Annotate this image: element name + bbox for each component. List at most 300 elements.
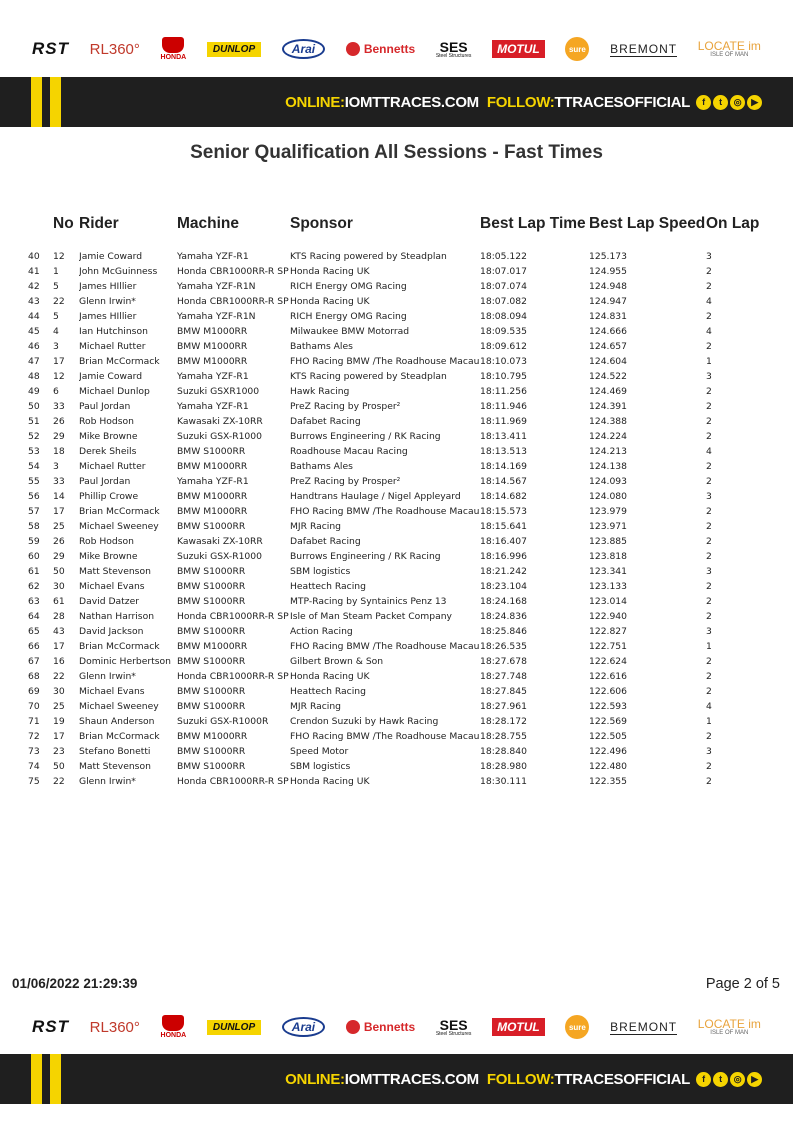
cell-no: 19 [53, 716, 65, 727]
results-body [26, 249, 766, 789]
cell-time: 18:08.094 [480, 311, 527, 322]
cell-sponsor: Honda Racing UK [290, 776, 370, 787]
cell-speed: 124.213 [589, 446, 627, 457]
sponsor-logo-label: BREMONT [610, 41, 678, 56]
facebook-icon[interactable]: f [696, 95, 711, 110]
cell-sponsor: Burrows Engineering / RK Racing [290, 431, 441, 442]
cell-sponsor: Gilbert Brown & Son [290, 656, 384, 667]
cell-sponsor: Speed Motor [290, 746, 349, 757]
cell-lap: 2 [706, 656, 712, 667]
sponsor-logo-label: Arai [291, 1020, 316, 1034]
cell-time: 18:25.846 [480, 626, 527, 637]
cell-machine: Suzuki GSX-R1000 [177, 431, 262, 442]
cell-machine: BMW M1000RR [177, 341, 248, 352]
cell-machine: BMW S1000RR [177, 746, 246, 757]
instagram-icon[interactable]: ◎ [730, 95, 745, 110]
table-row [26, 699, 766, 714]
cell-sponsor: FHO Racing BMW /The Roadhouse Macau [290, 641, 480, 652]
cell-lap: 2 [706, 596, 712, 607]
cell-pos: 73 [28, 746, 40, 757]
cell-machine: BMW M1000RR [177, 506, 248, 517]
cell-pos: 43 [28, 296, 40, 307]
cell-pos: 62 [28, 581, 40, 592]
cell-machine: BMW S1000RR [177, 656, 246, 667]
cell-machine: Honda CBR1000RR-R SP [177, 266, 289, 277]
follow-label: FOLLOW: [486, 1070, 555, 1088]
sponsor-logo-arai [282, 39, 325, 59]
cell-pos: 71 [28, 716, 40, 727]
cell-sponsor: Hawk Racing [290, 386, 350, 397]
cell-lap: 2 [706, 686, 712, 697]
cell-machine: Suzuki GSX-R1000R [177, 716, 269, 727]
cell-sponsor: Dafabet Racing [290, 536, 361, 547]
banner-stripes [31, 1054, 61, 1104]
cell-machine: BMW M1000RR [177, 731, 248, 742]
cell-machine: Honda CBR1000RR-R SP [177, 611, 289, 622]
sponsor-bar-top [0, 24, 793, 74]
sponsor-logo-sure [565, 1015, 589, 1039]
follow-handle[interactable]: TTRACESOFFICIAL [554, 1070, 690, 1088]
cell-speed: 124.093 [589, 476, 627, 487]
table-row [26, 279, 766, 294]
cell-no: 3 [53, 341, 59, 352]
table-row [26, 714, 766, 729]
cell-no: 23 [53, 746, 65, 757]
cell-speed: 123.014 [589, 596, 627, 607]
cell-sponsor: RICH Energy OMG Racing [290, 281, 407, 292]
cell-time: 18:28.755 [480, 731, 527, 742]
cell-no: 50 [53, 761, 65, 772]
sponsor-logo-motul [492, 1018, 545, 1036]
cell-lap: 4 [706, 701, 712, 712]
cell-lap: 2 [706, 341, 712, 352]
table-row [26, 459, 766, 474]
cell-lap: 2 [706, 761, 712, 772]
cell-rider: Jamie Coward [79, 371, 143, 382]
page-title: Senior Qualification All Sessions - Fast Times [190, 142, 603, 163]
cell-speed: 124.391 [589, 401, 627, 412]
cell-lap: 4 [706, 326, 712, 337]
cell-sponsor: PreZ Racing by Prosper² [290, 401, 401, 412]
cell-no: 22 [53, 776, 65, 787]
table-row [26, 384, 766, 399]
table-header-row [26, 202, 766, 249]
sponsor-logo-bennetts [346, 1020, 415, 1034]
cell-rider: Rob Hodson [79, 536, 134, 547]
cell-no: 16 [53, 656, 65, 667]
table-row [26, 744, 766, 759]
cell-machine: BMW S1000RR [177, 701, 246, 712]
sponsor-logo-bremont [610, 1020, 677, 1035]
cell-lap: 2 [706, 521, 712, 532]
cell-machine: BMW S1000RR [177, 521, 246, 532]
cell-no: 6 [53, 386, 59, 397]
cell-no: 18 [53, 446, 65, 457]
cell-rider: David Jackson [79, 626, 144, 637]
cell-speed: 122.624 [589, 656, 627, 667]
cell-lap: 2 [706, 536, 712, 547]
cell-speed: 123.133 [589, 581, 627, 592]
table-row [26, 639, 766, 654]
cell-lap: 4 [706, 296, 712, 307]
cell-machine: BMW M1000RR [177, 356, 248, 367]
cell-no: 17 [53, 731, 65, 742]
sponsor-logo-label: RST [32, 1017, 69, 1036]
cell-pos: 55 [28, 476, 40, 487]
online-link[interactable]: IOMTTRACES.COM [344, 93, 479, 111]
cell-pos: 72 [28, 731, 40, 742]
cell-machine: Suzuki GSXR1000 [177, 386, 260, 397]
cell-machine: Honda CBR1000RR-R SP [177, 776, 289, 787]
cell-no: 26 [53, 416, 65, 427]
cell-no: 29 [53, 551, 65, 562]
cell-sponsor: Bathams Ales [290, 461, 353, 472]
cell-lap: 2 [706, 416, 712, 427]
twitter-icon[interactable]: t [713, 95, 728, 110]
header-best-lap-speed: Best Lap Speed [589, 215, 706, 232]
cell-speed: 124.138 [589, 461, 627, 472]
cell-time: 18:09.612 [480, 341, 527, 352]
cell-no: 26 [53, 536, 65, 547]
cell-machine: BMW S1000RR [177, 566, 246, 577]
cell-time: 18:28.172 [480, 716, 527, 727]
cell-time: 18:28.840 [480, 746, 527, 757]
cell-rider: Glenn Irwin* [79, 776, 136, 787]
cell-rider: Ian Hutchinson [79, 326, 148, 337]
cell-time: 18:30.111 [480, 776, 527, 787]
header-sponsor: Sponsor [290, 215, 353, 232]
cell-no: 33 [53, 401, 65, 412]
youtube-icon[interactable]: ▶ [747, 1072, 762, 1087]
cell-speed: 122.480 [589, 761, 627, 772]
cell-pos: 59 [28, 536, 40, 547]
cell-lap: 2 [706, 506, 712, 517]
cell-lap: 2 [706, 311, 712, 322]
cell-rider: Brian McCormack [79, 356, 160, 367]
cell-pos: 61 [28, 566, 40, 577]
table-row [26, 249, 766, 264]
cell-machine: Yamaha YZF-R1 [177, 371, 249, 382]
cell-time: 18:05.122 [480, 251, 527, 262]
cell-time: 18:26.535 [480, 641, 527, 652]
cell-machine: Honda CBR1000RR-R SP [177, 671, 289, 682]
cell-rider: Nathan Harrison [79, 611, 155, 622]
sponsor-logo-label: LOCATE im [697, 1017, 761, 1031]
cell-lap: 2 [706, 731, 712, 742]
cell-speed: 123.971 [589, 521, 627, 532]
cell-sponsor: KTS Racing powered by Steadplan [290, 371, 447, 382]
cell-time: 18:16.407 [480, 536, 527, 547]
cell-no: 12 [53, 371, 65, 382]
table-row [26, 309, 766, 324]
cell-time: 18:23.104 [480, 581, 527, 592]
cell-sponsor: Crendon Suzuki by Hawk Racing [290, 716, 439, 727]
cell-sponsor: Action Racing [290, 626, 353, 637]
cell-sponsor: Honda Racing UK [290, 266, 370, 277]
cell-time: 18:14.169 [480, 461, 527, 472]
cell-speed: 124.522 [589, 371, 627, 382]
cell-speed: 124.947 [589, 296, 627, 307]
cell-time: 18:07.074 [480, 281, 527, 292]
cell-machine: Yamaha YZF-R1N [177, 311, 256, 322]
sponsor-logo-locate [698, 1018, 761, 1036]
cell-machine: Yamaha YZF-R1 [177, 251, 249, 262]
cell-lap: 2 [706, 671, 712, 682]
cell-rider: Mike Browne [79, 431, 138, 442]
results-table [26, 202, 766, 789]
table-row [26, 609, 766, 624]
social-icons [696, 1072, 762, 1087]
cell-time: 18:16.996 [480, 551, 527, 562]
cell-pos: 57 [28, 506, 40, 517]
online-link[interactable]: IOMTTRACES.COM [344, 1070, 479, 1088]
cell-sponsor: Heattech Racing [290, 581, 366, 592]
cell-lap: 2 [706, 776, 712, 787]
cell-time: 18:27.678 [480, 656, 527, 667]
cell-no: 25 [53, 701, 65, 712]
cell-speed: 123.979 [589, 506, 627, 517]
sponsor-logo-motul [492, 40, 545, 58]
cell-no: 17 [53, 641, 65, 652]
cell-no: 3 [53, 461, 59, 472]
cell-pos: 60 [28, 551, 40, 562]
cell-machine: BMW S1000RR [177, 761, 246, 772]
cell-no: 22 [53, 671, 65, 682]
cell-time: 18:09.535 [480, 326, 527, 337]
cell-time: 18:27.845 [480, 686, 527, 697]
cell-machine: BMW M1000RR [177, 491, 248, 502]
cell-rider: Rob Hodson [79, 416, 134, 427]
cell-time: 18:11.256 [480, 386, 527, 397]
table-row [26, 534, 766, 549]
cell-speed: 124.657 [589, 341, 627, 352]
cell-speed: 122.827 [589, 626, 627, 637]
cell-time: 18:27.961 [480, 701, 527, 712]
cell-sponsor: PreZ Racing by Prosper² [290, 476, 401, 487]
social-icons [696, 95, 762, 110]
facebook-icon[interactable]: f [696, 1072, 711, 1087]
cell-pos: 70 [28, 701, 40, 712]
cell-no: 5 [53, 311, 59, 322]
table-row [26, 579, 766, 594]
cell-pos: 69 [28, 686, 40, 697]
cell-no: 14 [53, 491, 65, 502]
sponsor-logo-rst [32, 39, 69, 59]
cell-rider: Jamie Coward [79, 251, 143, 262]
cell-lap: 3 [706, 746, 712, 757]
sponsor-logo-label: Arai [291, 42, 316, 56]
cell-no: 61 [53, 596, 65, 607]
youtube-icon[interactable]: ▶ [747, 95, 762, 110]
table-row [26, 399, 766, 414]
cell-sponsor: KTS Racing powered by Steadplan [290, 251, 447, 262]
cell-no: 25 [53, 521, 65, 532]
cell-pos: 53 [28, 446, 40, 457]
sponsor-logo-label: HONDA [160, 54, 187, 61]
cell-time: 18:24.168 [480, 596, 527, 607]
footer-page-number: Page 2 of 5 [705, 976, 780, 992]
cell-machine: BMW M1000RR [177, 461, 248, 472]
cell-time: 18:07.017 [480, 266, 527, 277]
sponsor-logo-label: MOTUL [497, 1020, 540, 1034]
cell-speed: 123.818 [589, 551, 627, 562]
cell-pos: 54 [28, 461, 40, 472]
table-row [26, 504, 766, 519]
cell-sponsor: Heattech Racing [290, 686, 366, 697]
cell-lap: 1 [706, 641, 712, 652]
cell-machine: BMW M1000RR [177, 326, 248, 337]
cell-machine: BMW S1000RR [177, 446, 246, 457]
cell-no: 12 [53, 251, 65, 262]
cell-lap: 2 [706, 581, 712, 592]
cell-time: 18:07.082 [480, 296, 527, 307]
cell-sponsor: Honda Racing UK [290, 671, 370, 682]
cell-no: 5 [53, 281, 59, 292]
cell-time: 18:21.242 [480, 566, 527, 577]
twitter-icon[interactable]: t [713, 1072, 728, 1087]
cell-pos: 45 [28, 326, 40, 337]
cell-lap: 2 [706, 386, 712, 397]
cell-pos: 75 [28, 776, 40, 787]
cell-no: 22 [53, 296, 65, 307]
table-row [26, 684, 766, 699]
cell-rider: Michael Evans [79, 581, 145, 592]
cell-speed: 122.940 [589, 611, 627, 622]
sponsor-logo-label: RL360° [89, 40, 140, 58]
sponsor-logo-ses [436, 40, 472, 59]
cell-pos: 50 [28, 401, 40, 412]
cell-time: 18:27.748 [480, 671, 527, 682]
cell-time: 18:15.641 [480, 521, 527, 532]
cell-speed: 122.505 [589, 731, 627, 742]
cell-rider: Mike Browne [79, 551, 138, 562]
banner-text [285, 94, 762, 111]
sponsor-logo-sub: Steel Structures [435, 52, 472, 59]
cell-machine: Kawasaki ZX-10RR [177, 416, 263, 427]
table-row [26, 669, 766, 684]
cell-rider: Glenn Irwin* [79, 671, 136, 682]
cell-speed: 122.496 [589, 746, 627, 757]
cell-speed: 122.751 [589, 641, 627, 652]
cell-pos: 47 [28, 356, 40, 367]
cell-sponsor: SBM logistics [290, 761, 351, 772]
cell-pos: 64 [28, 611, 40, 622]
banner-stripes [31, 77, 61, 127]
cell-speed: 124.955 [589, 266, 627, 277]
cell-no: 28 [53, 611, 65, 622]
header-rider: Rider [79, 215, 119, 232]
cell-rider: Brian McCormack [79, 731, 160, 742]
sponsor-logo-rl360 [90, 41, 140, 58]
cell-no: 1 [53, 266, 59, 277]
cell-time: 18:10.073 [480, 356, 527, 367]
follow-handle[interactable]: TTRACESOFFICIAL [554, 93, 690, 111]
cell-no: 17 [53, 506, 65, 517]
cell-lap: 2 [706, 611, 712, 622]
cell-lap: 2 [706, 266, 712, 277]
sponsor-logo-label: MOTUL [497, 42, 540, 56]
cell-machine: BMW S1000RR [177, 686, 246, 697]
cell-speed: 124.224 [589, 431, 627, 442]
header-pos [26, 202, 53, 249]
cell-rider: Michael Sweeney [79, 701, 159, 712]
instagram-icon[interactable]: ◎ [730, 1072, 745, 1087]
table-row [26, 369, 766, 384]
cell-pos: 42 [28, 281, 40, 292]
sponsor-logo-sub: ISLE OF MAN [710, 52, 749, 58]
cell-speed: 124.388 [589, 416, 627, 427]
sponsor-logo-dunlop [207, 1020, 261, 1035]
cell-speed: 122.616 [589, 671, 627, 682]
table-row [26, 324, 766, 339]
sponsor-logo-sub: ISLE OF MAN [710, 1030, 749, 1036]
sponsor-bar-bottom [0, 1002, 793, 1052]
cell-lap: 4 [706, 446, 712, 457]
cell-sponsor: MTP-Racing by Syntainics Penz 13 [290, 596, 447, 607]
table-row [26, 594, 766, 609]
cell-rider: Michael Rutter [79, 461, 146, 472]
table-row [26, 519, 766, 534]
cell-machine: Kawasaki ZX-10RR [177, 536, 263, 547]
cell-sponsor: FHO Racing BMW /The Roadhouse Macau [290, 506, 480, 517]
cell-sponsor: Burrows Engineering / RK Racing [290, 551, 441, 562]
cell-speed: 122.606 [589, 686, 627, 697]
cell-pos: 74 [28, 761, 40, 772]
cell-sponsor: Bathams Ales [290, 341, 353, 352]
cell-machine: Honda CBR1000RR-R SP [177, 296, 289, 307]
cell-sponsor: FHO Racing BMW /The Roadhouse Macau [290, 356, 480, 367]
cell-lap: 3 [706, 371, 712, 382]
sponsor-logo-honda [161, 1015, 187, 1039]
cell-lap: 3 [706, 491, 712, 502]
header-no: No [53, 215, 74, 232]
sponsor-logo-honda [161, 37, 187, 61]
cell-pos: 40 [28, 251, 40, 262]
cell-no: 30 [53, 686, 65, 697]
sponsor-logo-label: HONDA [160, 1032, 187, 1039]
sponsor-logo-bremont [610, 42, 677, 57]
cell-speed: 124.080 [589, 491, 627, 502]
cell-lap: 2 [706, 401, 712, 412]
cell-time: 18:13.513 [480, 446, 527, 457]
sponsor-logo-locate [698, 40, 761, 58]
cell-lap: 2 [706, 431, 712, 442]
cell-pos: 48 [28, 371, 40, 382]
cell-machine: BMW M1000RR [177, 641, 248, 652]
sponsor-logo-label: RST [32, 39, 69, 58]
sponsor-logo-label: RL360° [89, 1018, 140, 1036]
cell-rider: Michael Sweeney [79, 521, 159, 532]
cell-pos: 46 [28, 341, 40, 352]
cell-rider: Brian McCormack [79, 506, 160, 517]
table-row [26, 759, 766, 774]
sponsor-logo-rst [32, 1017, 69, 1037]
banner-top [0, 77, 793, 127]
cell-no: 29 [53, 431, 65, 442]
sponsor-logo-label: sure [568, 44, 586, 54]
table-row [26, 489, 766, 504]
cell-time: 18:14.567 [480, 476, 527, 487]
cell-time: 18:14.682 [480, 491, 527, 502]
cell-machine: BMW S1000RR [177, 581, 246, 592]
follow-label: FOLLOW: [486, 93, 555, 111]
sponsor-logo-sub: Steel Structures [435, 1030, 472, 1037]
cell-lap: 2 [706, 551, 712, 562]
cell-no: 50 [53, 566, 65, 577]
cell-machine: Yamaha YZF-R1 [177, 401, 249, 412]
cell-rider: Matt Stevenson [79, 761, 151, 772]
sponsor-logo-label: SES [439, 38, 468, 55]
